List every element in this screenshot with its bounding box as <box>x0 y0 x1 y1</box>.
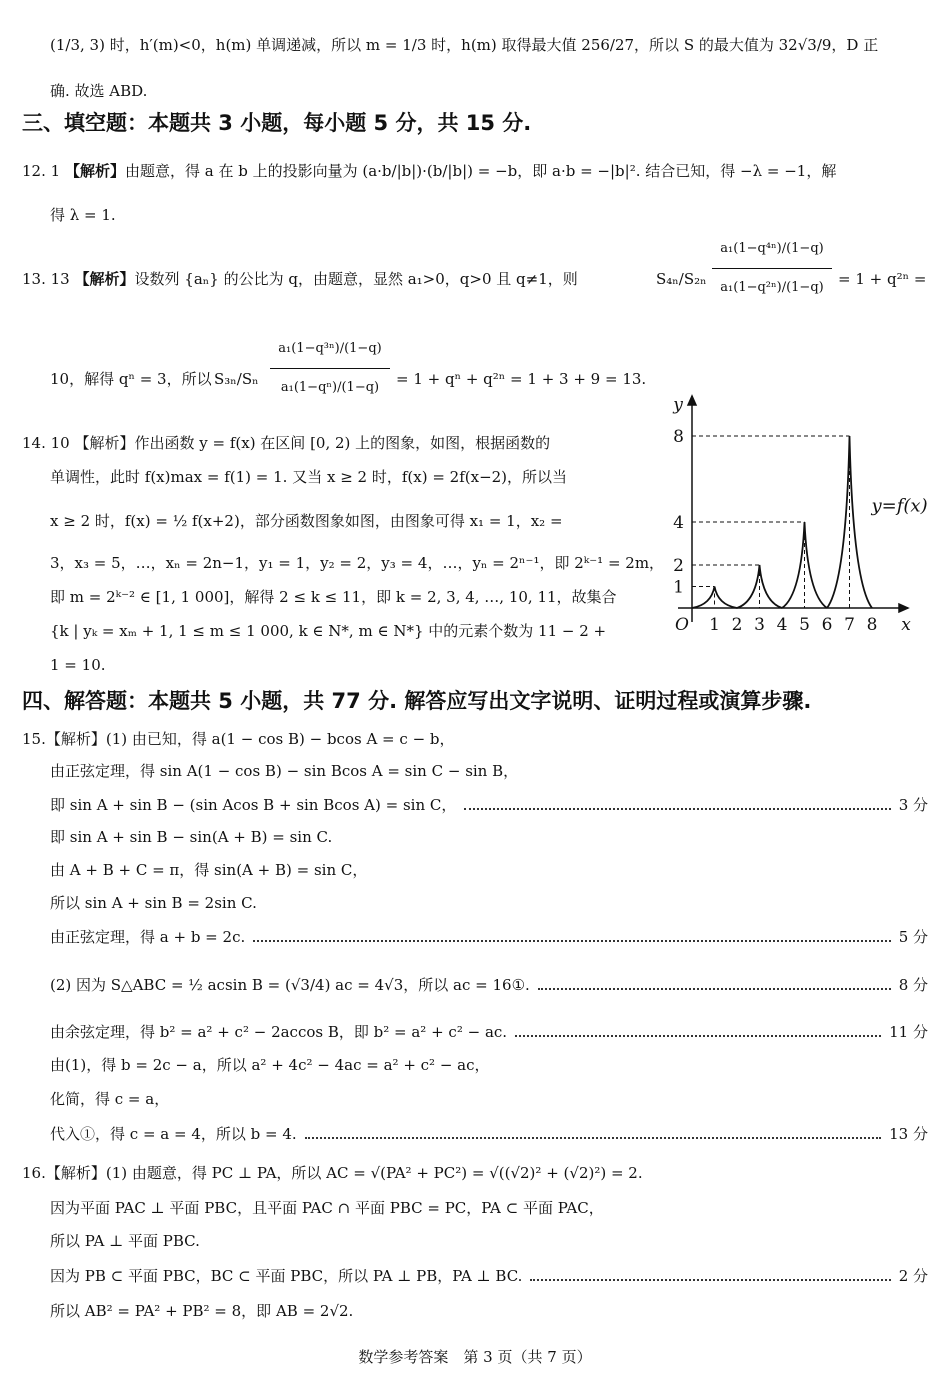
q13-rhs: = 1 + q²ⁿ = <box>838 270 927 288</box>
section-3-heading: 三、填空题：本题共 3 小题，每小题 5 分，共 15 分. <box>22 111 532 135</box>
q16-line-1: 16.【解析】(1) 由题意，得 PC ⊥ PA，所以 AC = √(PA² + PC²) = √((√2)² + (√2)²) = 2. <box>22 1164 643 1182</box>
function-graph <box>668 390 936 640</box>
q14-line-6: {k | yₖ = xₘ + 1, 1 ≤ m ≤ 1 000, k ∈ N*, m ∈ N*} 中的元素个数为 11 − 2 + <box>50 622 607 640</box>
q13-line-2-pre: 10，解得 qⁿ = 3，所以 <box>50 370 212 388</box>
q15-line-7 <box>50 925 928 947</box>
y-tick-8: 8 <box>673 427 684 447</box>
q15-line-7-text: 由正弦定理，得 a + b = 2c. <box>50 927 246 946</box>
dot-leader <box>253 930 890 942</box>
q16-line-4-text: 因为 PB ⊂ 平面 PBC，BC ⊂ 平面 PBC，所以 PA ⊥ PB，PA ⊥ BC. <box>50 1266 523 1285</box>
q13-tag: 【解析】 <box>74 270 135 288</box>
dot-leader <box>305 1127 881 1139</box>
q12-tag: 【解析】 <box>64 162 125 180</box>
q16-line-2: 因为平面 PAC ⊥ 平面 PBC，且平面 PAC ∩ 平面 PBC = PC，PA ⊂ 平面 PAC， <box>50 1199 604 1217</box>
dot-leader <box>515 1025 881 1037</box>
q15-line-5: 由 A + B + C = π，得 sin(A + B) = sin C， <box>50 861 368 879</box>
q13-big-denominator: a₁(1−q²ⁿ)/(1−q) <box>720 280 824 295</box>
q15-line-10: 由(1)，得 b = 2c − a，所以 a² + 4c² − 4ac = a² + c² − ac， <box>50 1056 490 1074</box>
q13-big-fraction-2 <box>270 340 390 397</box>
q13-big-denominator-2: a₁(1−qⁿ)/(1−q) <box>280 380 380 395</box>
q16-line-4 <box>50 1264 928 1286</box>
q13-ratio: S₄ₙ/S₂ₙ <box>656 270 707 288</box>
q13-big-fraction <box>712 240 832 297</box>
q15-line-6: 所以 sin A + sin B = 2sin C. <box>50 894 257 912</box>
x-tick-2: 2 <box>731 615 743 635</box>
q13-number: 13. 13 <box>22 270 70 288</box>
q14-line-1: 14. 10 【解析】作出函数 y = f(x) 在区间 [0, 2) 上的图象，如图，根据函数的 <box>22 434 551 452</box>
q15-line-9-text: 由余弦定理，得 b² = a² + c² − 2accos B，即 b² = a² + c² − ac. <box>50 1022 508 1041</box>
q13-big-numerator-2: a₁(1−q³ⁿ)/(1−q) <box>278 341 382 356</box>
score-11: 11 分 <box>889 1022 928 1041</box>
x-tick-5: 5 <box>799 615 810 635</box>
x-tick-6: 6 <box>821 615 833 635</box>
q15-line-3-text: 即 sin A + sin B − (sin Acos B + sin Bcos A) = sin C， <box>50 795 457 814</box>
q16-line-5: 所以 AB² = PA² + PB² = 8，即 AB = 2√2. <box>50 1302 354 1320</box>
q15-line-8 <box>50 973 928 995</box>
x-axis-label: x <box>901 615 911 635</box>
q16-line-3: 所以 PA ⊥ 平面 PBC. <box>50 1232 200 1250</box>
q15-line-11: 化简，得 c = a， <box>50 1090 170 1108</box>
q13-line-1 <box>22 268 578 290</box>
score-3: 3 分 <box>898 795 928 814</box>
q14-line-2: 单调性，此时 f(x)max = f(1) = 1. 又当 x ≥ 2 时，f(x) = 2f(x−2)，所以当 <box>50 468 568 486</box>
q15-line-12-text: 代入①，得 c = a = 4，所以 b = 4. <box>50 1124 297 1143</box>
q14-line-7: 1 = 10. <box>50 656 106 674</box>
score-5: 5 分 <box>898 927 928 946</box>
y-tick-2: 2 <box>673 556 684 576</box>
q15-line-2: 由正弦定理，得 sin A(1 − cos B) − sin Bcos A = sin C − sin B， <box>50 762 519 780</box>
x-tick-7: 7 <box>844 615 855 635</box>
y-axis-arrow <box>688 396 696 405</box>
q13-text: 设数列 {aₙ} 的公比为 q，由题意，显然 a₁>0，q>0 且 q≠1，则 <box>134 270 578 288</box>
score-8: 8 分 <box>898 975 928 994</box>
q12-line-1 <box>22 160 836 182</box>
y-tick-4: 4 <box>673 513 684 533</box>
function-label: y=f(x) <box>871 495 928 517</box>
page-footer: 数学参考答案 第 3 页（共 7 页） <box>358 1348 592 1366</box>
q14-line-4: 3，x₃ = 5，…，xₙ = 2n−1，y₁ = 1，y₂ = 2，y₃ = 4，…，yₙ = 2ⁿ⁻¹，即 2ᵏ⁻¹ = 2m， <box>50 554 665 572</box>
x-tick-8: 8 <box>866 615 878 635</box>
x-tick-4: 4 <box>776 615 788 635</box>
continuation-line-1: (1/3, 3) 时，h′(m)<0，h(m) 单调递减，所以 m = 1/3 时，h(m) 取得最大值 256/27，所以 S 的最大值为 32√3/9，D 正 <box>50 36 879 54</box>
q13-ratio-2: S₃ₙ/Sₙ <box>214 370 259 388</box>
x-tick-1: 1 <box>709 615 720 635</box>
continuation-line-2: 确. 故选 ABD. <box>50 82 148 100</box>
q12-line-2: 得 λ = 1. <box>50 206 116 224</box>
q13-rhs-2: = 1 + qⁿ + q²ⁿ = 1 + 3 + 9 = 13. <box>396 370 647 388</box>
q15-line-1: 15.【解析】(1) 由已知，得 a(1 − cos B) − bcos A = c − b， <box>22 730 455 748</box>
q15-line-3 <box>50 793 928 815</box>
score-2: 2 分 <box>898 1266 928 1285</box>
q15-line-4: 即 sin A + sin B − sin(A + B) = sin C. <box>50 828 333 846</box>
x-tick-3: 3 <box>754 615 765 635</box>
origin-label: O <box>675 615 689 635</box>
q13-big-numerator: a₁(1−q⁴ⁿ)/(1−q) <box>720 241 824 256</box>
y-tick-1: 1 <box>673 577 684 598</box>
dot-leader <box>530 1269 890 1281</box>
section-4-heading: 四、解答题：本题共 5 小题，共 77 分. 解答应写出文字说明、证明过程或演算步骤. <box>22 689 812 713</box>
q12-text: 由题意，得 a 在 b 上的投影向量为 (a·b/|b|)·(b/|b|) = −b，即 a·b = −|b|². 结合已知，得 −λ = −1，解 <box>124 162 837 180</box>
q15-line-12 <box>50 1122 928 1144</box>
y-axis-label: y <box>673 395 683 415</box>
q14-line-5: 即 m = 2ᵏ⁻² ∈ [1, 1 000]，解得 2 ≤ k ≤ 11，即 k = 2, 3, 4, …, 10, 11，故集合 <box>50 588 617 606</box>
q12-number: 12. 1 <box>22 162 61 180</box>
dot-leader <box>464 798 890 810</box>
q15-line-8-text: (2) 因为 S△ABC = ½ acsin B = (√3/4) ac = 4√3，所以 ac = 16①. <box>50 975 530 994</box>
dot-leader <box>538 978 891 990</box>
score-13: 13 分 <box>889 1124 928 1143</box>
x-axis-arrow <box>899 604 908 612</box>
q15-line-9 <box>50 1020 928 1042</box>
q14-line-3: x ≥ 2 时，f(x) = ½ f(x+2)，部分函数图象如图，由图象可得 x₁ = 1，x₂ = <box>50 512 563 530</box>
